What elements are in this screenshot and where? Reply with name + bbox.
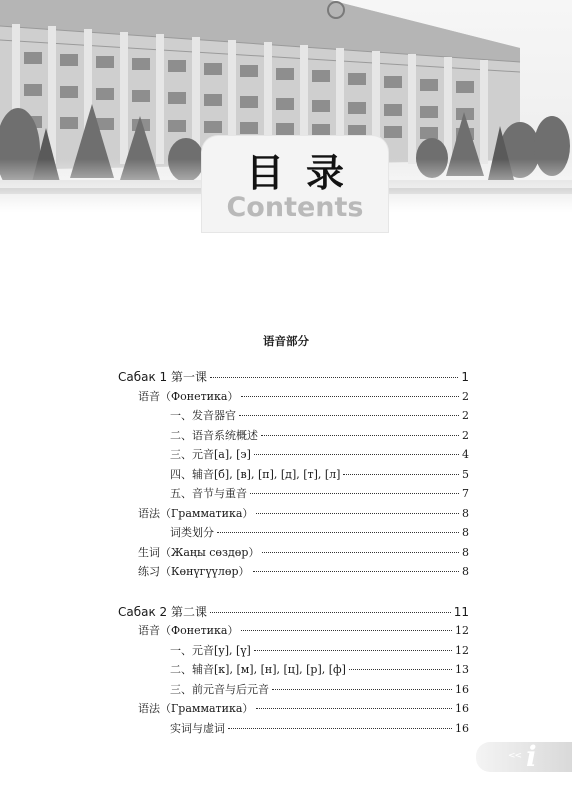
toc-entry[interactable] <box>170 643 469 659</box>
page-number: i <box>526 740 537 773</box>
toc-entry-label: Сабак 2 第二课 <box>118 604 207 619</box>
toc-entry-page: 11 <box>453 604 469 619</box>
page-subtitle: Contents <box>226 192 364 223</box>
toc-entry-label: 语法（Грамматика） <box>138 506 254 520</box>
section-heading: 语音部分 <box>263 334 309 348</box>
page-marker: << <box>508 751 522 761</box>
toc-entry-label: 二、辅音[к], [м], [н], [ц], [р], [ф] <box>170 663 346 676</box>
toc-entry-page: 12 <box>455 643 469 657</box>
toc-entry[interactable] <box>138 389 469 405</box>
dot-leader <box>241 630 452 631</box>
toc-entry[interactable] <box>138 564 469 580</box>
toc-entry-label: 三、前元音与后元音 <box>170 682 269 696</box>
page-title: 目录 <box>245 151 366 195</box>
dot-leader <box>256 513 459 514</box>
dot-leader <box>241 396 459 397</box>
toc-entry-page: 16 <box>455 721 469 735</box>
dot-leader <box>349 669 452 670</box>
toc-entry-label: 词类划分 <box>170 526 214 539</box>
dot-leader <box>272 689 452 690</box>
dot-leader <box>210 377 458 378</box>
toc-lesson-entry[interactable] <box>118 369 469 385</box>
dot-leader <box>262 552 459 553</box>
toc-entry-label: 三、元音[а], [э] <box>170 448 251 461</box>
dot-leader <box>254 454 459 455</box>
toc-entry-label: 语音（Фонетика） <box>138 389 239 403</box>
dot-leader <box>256 708 452 709</box>
toc-entry[interactable] <box>170 467 469 483</box>
page-number-tab <box>476 742 572 772</box>
toc-entry[interactable] <box>170 408 469 424</box>
toc-entry-page: 8 <box>462 545 469 559</box>
toc-entry-label: 练习（Көнүгүүлөр） <box>138 565 250 578</box>
dot-leader <box>228 728 452 729</box>
toc-entry-page: 1 <box>461 370 469 384</box>
dot-leader <box>217 532 459 533</box>
title-card <box>202 136 388 232</box>
toc-entry-label: 一、发音器官 <box>170 409 236 422</box>
toc-entry[interactable] <box>138 506 469 522</box>
toc-entry[interactable] <box>170 682 469 698</box>
dot-leader <box>239 415 459 416</box>
toc-lesson-entry[interactable] <box>118 604 469 620</box>
toc-entry[interactable] <box>170 486 469 502</box>
dot-leader <box>250 493 459 494</box>
toc-entry-page: 2 <box>462 428 469 442</box>
toc-entry[interactable] <box>170 428 469 444</box>
toc-entry-label: 生词（Жаңы сөздөр） <box>138 545 260 559</box>
toc-entry-label: 实词与虚词 <box>170 721 225 735</box>
toc-entry-page: 8 <box>462 506 469 520</box>
toc-entry[interactable] <box>170 447 469 463</box>
dot-leader <box>210 612 451 613</box>
toc-entry-label: 二、语音系统概述 <box>170 428 258 442</box>
toc-entry-page: 2 <box>462 409 469 422</box>
toc-entry-label: 四、辅音[б], [в], [п], [д], [т], [л] <box>170 467 341 481</box>
toc-entry[interactable] <box>170 721 469 737</box>
toc-entry-page: 2 <box>462 389 469 403</box>
toc-entry[interactable] <box>138 623 469 639</box>
toc-entry-label: 一、元音[у], [ү] <box>170 643 251 657</box>
toc-entry-page: 7 <box>462 487 469 500</box>
dot-leader <box>254 650 452 651</box>
toc-entry-page: 13 <box>455 663 469 676</box>
toc-entry-page: 16 <box>455 702 469 715</box>
toc-entry-page: 16 <box>455 682 469 696</box>
toc-entry-page: 4 <box>462 448 469 461</box>
toc-entry[interactable] <box>170 662 469 678</box>
toc-entry-page: 12 <box>455 624 469 637</box>
toc-entry-label: 语音（Фонетика） <box>138 624 239 637</box>
toc-entry-label: 语法（Грамматика） <box>138 702 254 715</box>
toc-entry[interactable] <box>138 545 469 561</box>
toc-entry-page: 8 <box>462 526 469 539</box>
toc-entry-label: Сабак 1 第一课 <box>118 370 207 384</box>
toc-entry-label: 五、音节与重音 <box>170 487 247 500</box>
toc-entry-page: 5 <box>462 467 469 481</box>
dot-leader <box>253 571 459 572</box>
dot-leader <box>343 474 459 475</box>
dot-leader <box>261 435 459 436</box>
toc-entry[interactable] <box>138 701 469 717</box>
toc-entry[interactable] <box>170 525 469 541</box>
toc-entry-page: 8 <box>462 565 469 578</box>
